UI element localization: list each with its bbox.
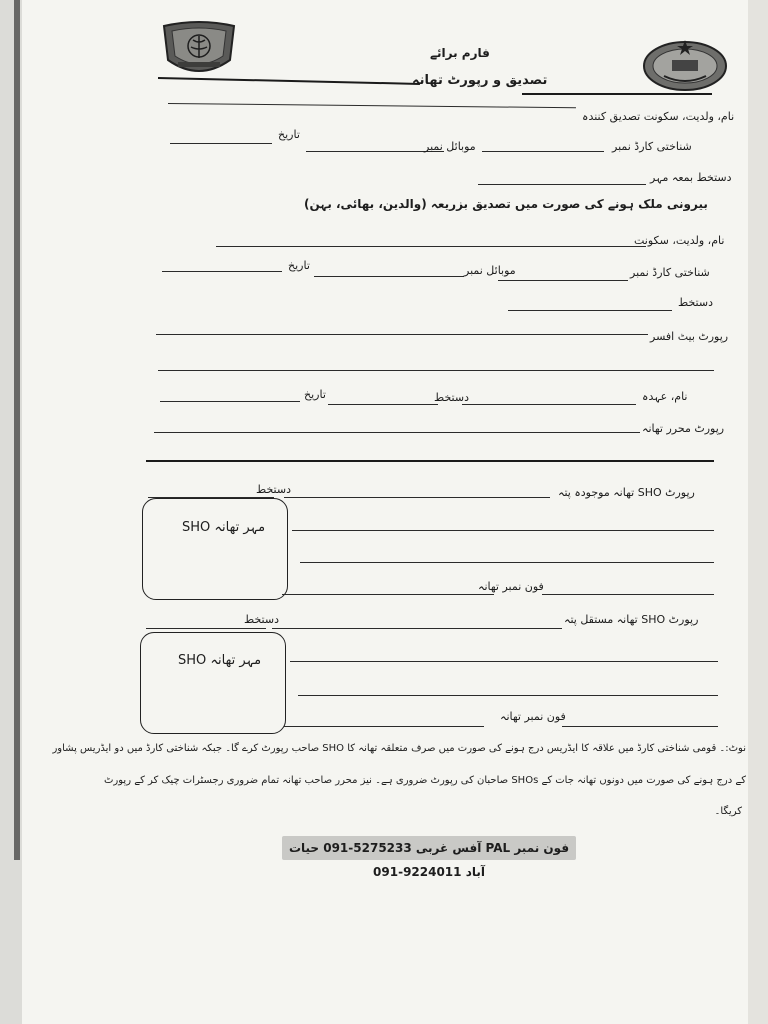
sho-permanent-phone-line-right bbox=[562, 726, 718, 727]
sho-present-line-1 bbox=[292, 530, 714, 531]
abroad-signature-label: دستخط bbox=[678, 296, 713, 309]
sho-present-stamp-label: مہر تھانہ SHO bbox=[182, 520, 266, 535]
abroad-name-line bbox=[216, 246, 646, 247]
beat-date-label: تاریخ bbox=[304, 388, 326, 401]
beat-name-label: نام، عہدہ bbox=[642, 390, 688, 403]
sho-present-stamp-box bbox=[142, 498, 288, 600]
beat-report-line-2 bbox=[158, 370, 714, 371]
verifier-signature-label: دستخط بمعہ مہر bbox=[650, 171, 732, 184]
left-emblem-icon bbox=[160, 20, 238, 80]
beat-name-line bbox=[462, 404, 636, 405]
verifier-date-line bbox=[170, 143, 272, 144]
note-line-3: کریگا۔ bbox=[714, 806, 742, 817]
beat-report-label: رپورٹ بیٹ افسر bbox=[650, 330, 729, 343]
form-page bbox=[22, 0, 748, 1024]
verifier-mobile-label: موبائل نمبر bbox=[424, 140, 476, 153]
moharrir-report-label: رپورٹ محرر تھانہ bbox=[642, 422, 725, 435]
scan-right-margin bbox=[748, 0, 768, 1024]
title-underline bbox=[158, 77, 420, 85]
form-title-line2: تصدیق و رپورٹ تھانہ bbox=[412, 73, 548, 88]
sho-permanent-line-2 bbox=[298, 695, 718, 696]
title-underline-right bbox=[522, 93, 712, 95]
sho-permanent-stamp-label: مہر تھانہ SHO bbox=[178, 653, 262, 668]
sho-permanent-signature-line bbox=[146, 628, 266, 629]
abroad-cnic-label: شناختی کارڈ نمبر bbox=[630, 266, 710, 279]
verifier-cnic-label: شناختی کارڈ نمبر bbox=[612, 140, 692, 153]
note-line-1: نوٹ:۔ قومی شناختی کارڈ میں علاقہ کا ایڈریس درج ہونے کی صورت میں صرف متعلقہ تھانہ کا SHO صاحب رپورٹ کرے گا۔ جبکہ شناختی کارڈ میں دو ایڈریس پشاور bbox=[52, 743, 746, 754]
form-title-line1: فارم برائے bbox=[430, 46, 490, 60]
sho-present-label: رپورٹ SHO تھانہ موجودہ پتہ bbox=[558, 486, 695, 499]
sho-permanent-phone-label: فون نمبر تھانہ bbox=[500, 710, 566, 723]
sho-present-address-line bbox=[284, 497, 550, 498]
beat-report-line bbox=[156, 334, 648, 335]
sho-present-phone-line bbox=[282, 594, 494, 595]
sho-permanent-stamp-box bbox=[140, 632, 286, 734]
section-divider bbox=[146, 460, 714, 462]
abroad-date-line bbox=[162, 271, 282, 272]
sho-permanent-address-line bbox=[272, 628, 562, 629]
sho-present-signature-label: دستخط bbox=[256, 483, 291, 496]
sho-permanent-label: رپورٹ SHO تھانہ مستقل پتہ bbox=[564, 613, 699, 626]
verifier-signature-line bbox=[478, 184, 646, 185]
verifier-name-label: نام، ولدیت، سکونت تصدیق کنندہ bbox=[582, 110, 735, 123]
abroad-name-label: نام، ولدیت، سکونت bbox=[634, 234, 725, 247]
abroad-date-label: تاریخ bbox=[288, 259, 310, 272]
abroad-heading: بیرونی ملک ہونے کی صورت میں تصدیق بزریعہ (والدین، بھائی، بہن) bbox=[304, 197, 708, 211]
beat-signature-line bbox=[328, 404, 438, 405]
verifier-cnic-line bbox=[482, 151, 604, 152]
abroad-signature-line bbox=[508, 310, 672, 311]
abroad-mobile-label: موبائل نمبر bbox=[464, 264, 516, 277]
verifier-date-label: تاریخ bbox=[278, 128, 300, 141]
verifier-name-line bbox=[168, 103, 576, 108]
moharrir-report-line bbox=[154, 432, 640, 433]
sho-present-line-2 bbox=[300, 562, 714, 563]
sho-permanent-phone-line bbox=[284, 726, 484, 727]
scan-left-edge bbox=[0, 0, 24, 1024]
right-emblem-icon bbox=[642, 36, 728, 92]
sho-present-phone-line-right bbox=[542, 594, 714, 595]
sho-permanent-line-1 bbox=[290, 661, 718, 662]
abroad-cnic-line bbox=[498, 280, 628, 281]
beat-signature-label: دستخط bbox=[434, 391, 469, 404]
sho-permanent-signature-label: دستخط bbox=[244, 613, 279, 626]
abroad-mobile-line bbox=[314, 276, 464, 277]
footer-phone-strip: فون نمبر PAL آفس غربی 5275233-091 حیات آباد 9224011-091 bbox=[282, 836, 576, 860]
sho-present-phone-label: فون نمبر تھانہ bbox=[478, 580, 544, 593]
note-line-2: کے درج ہونے کی صورت میں دونوں تھانہ جات کے SHOs صاحبان کی رپورٹ ضروری ہے۔ نیز محرر صاحب تھانہ تمام ضروری رجسٹرات چیک کر کے رپورٹ bbox=[104, 775, 746, 786]
beat-date-line bbox=[160, 401, 300, 402]
